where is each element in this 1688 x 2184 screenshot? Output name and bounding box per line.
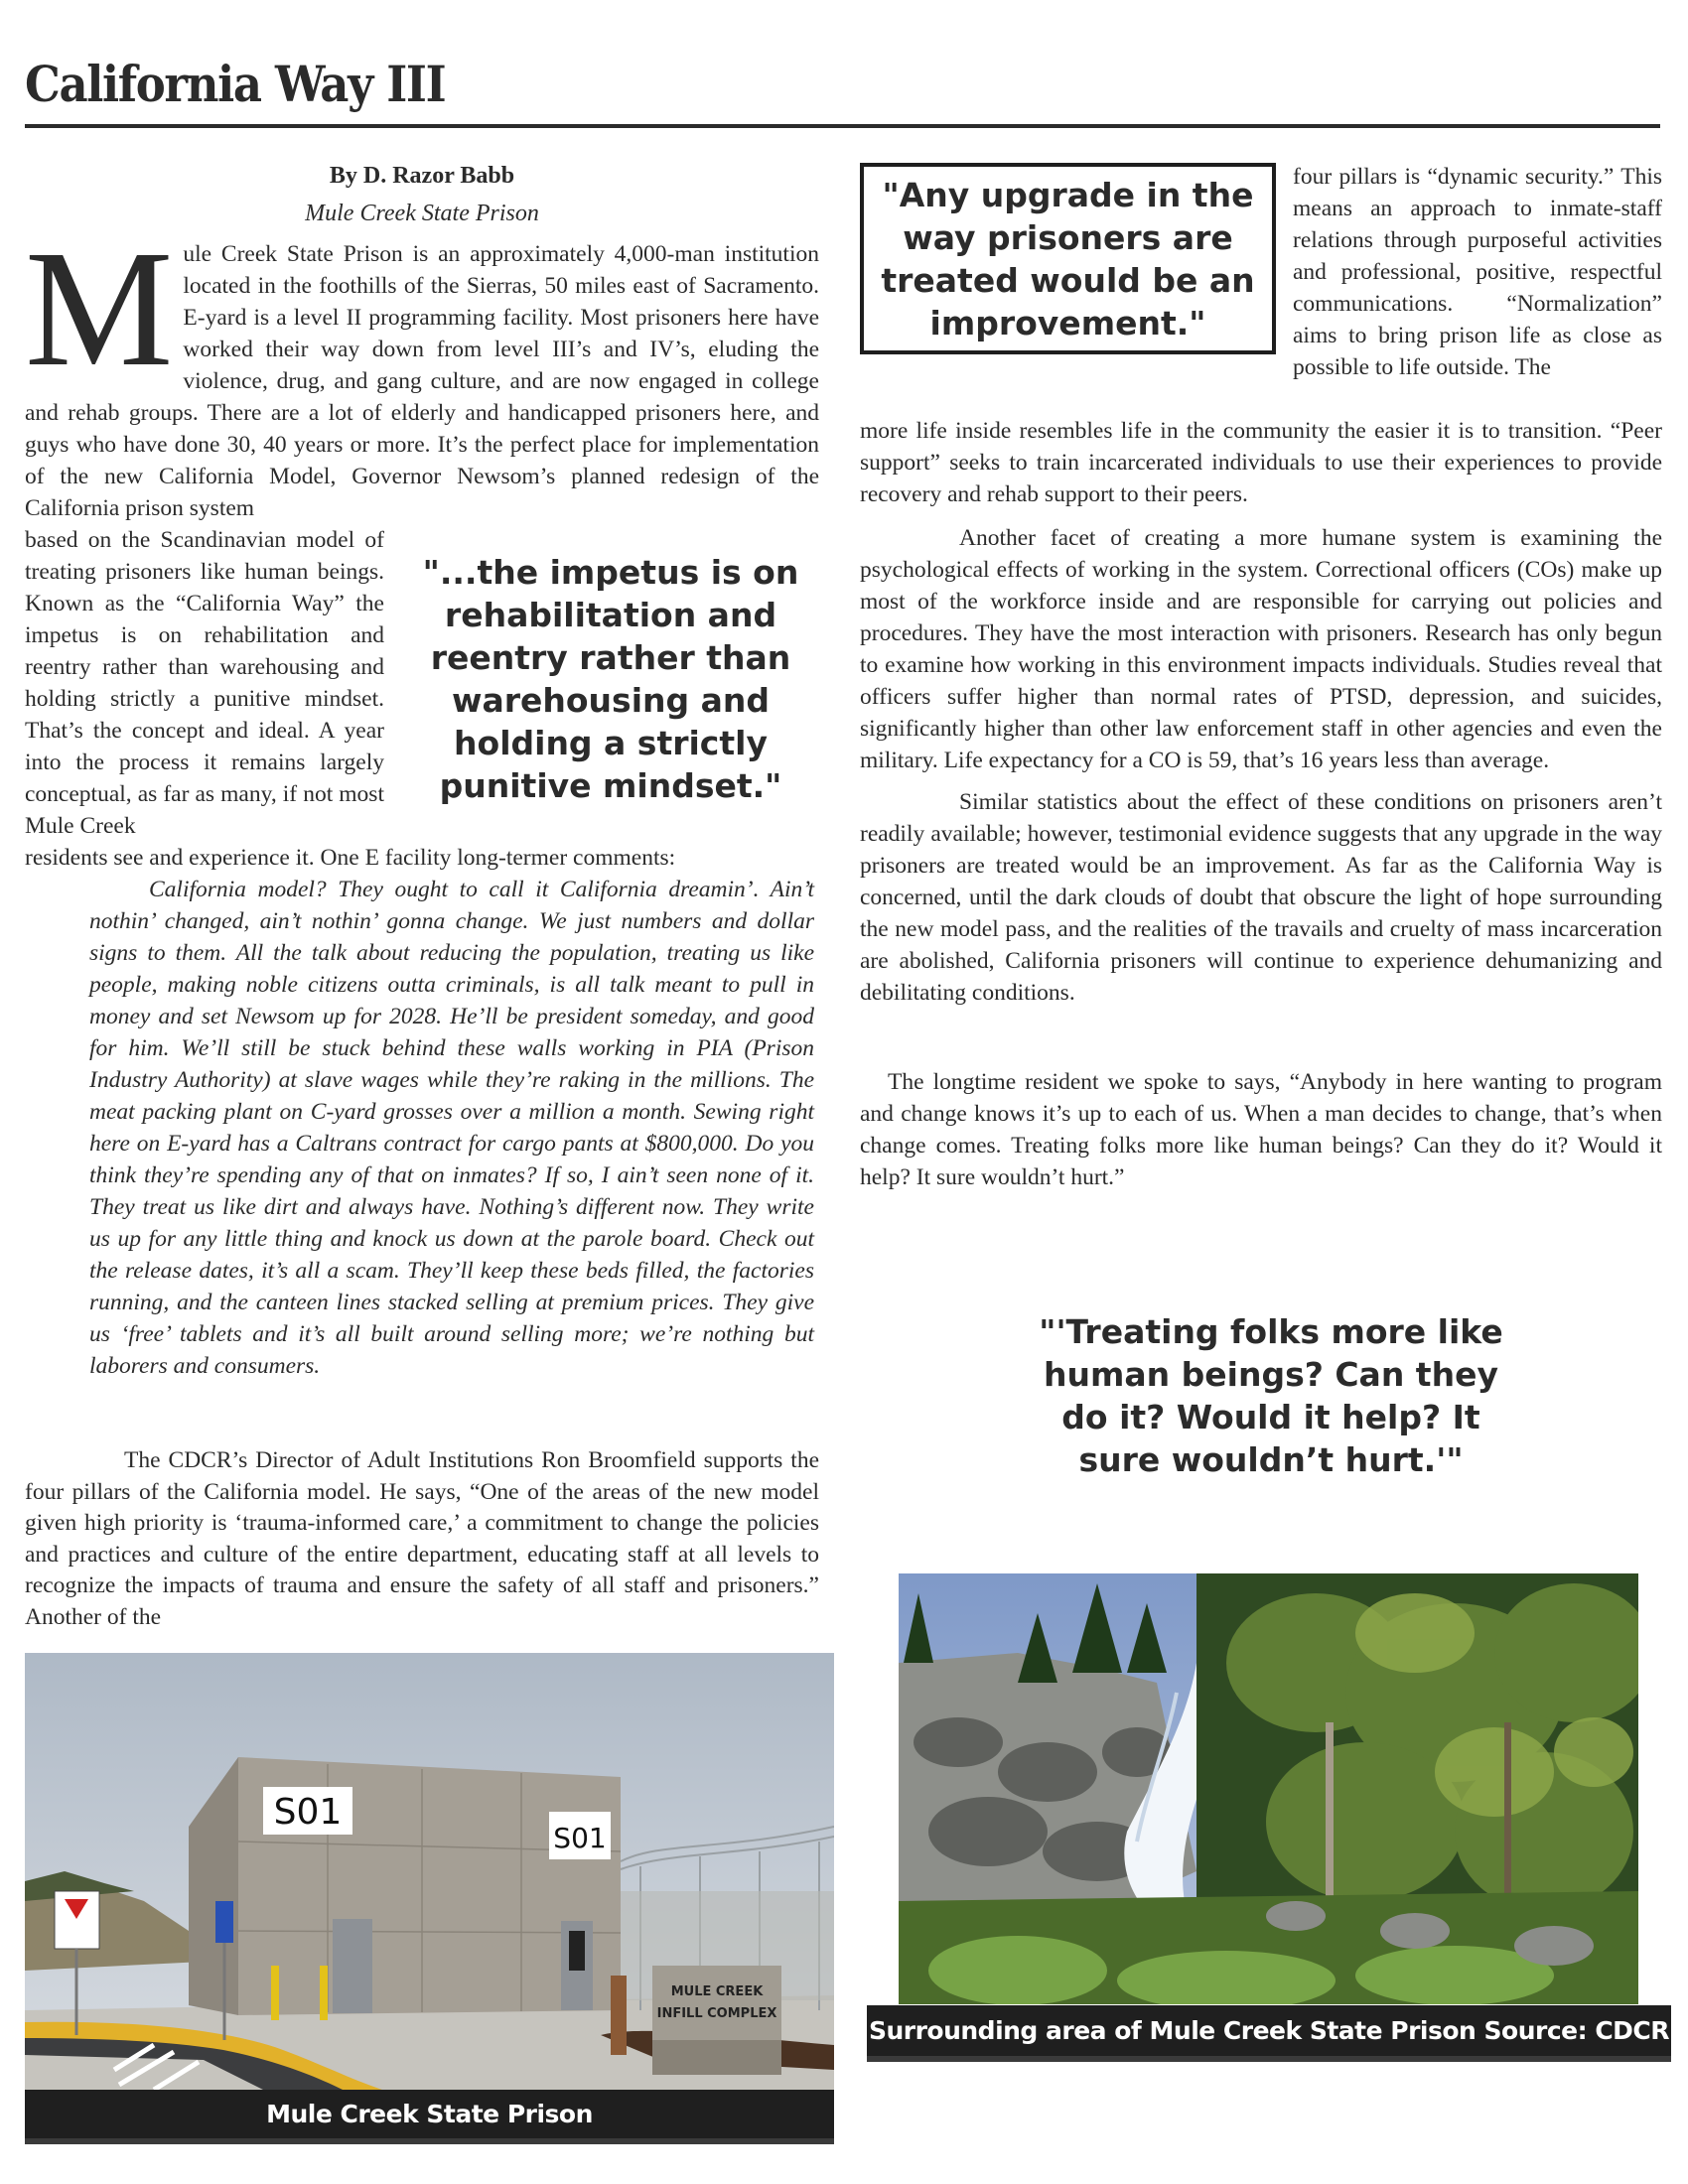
pull-quote-impetus: "...the impetus is on rehabilitation and reentry rather than warehousing and holding a strictly punitive mindset.": [422, 553, 799, 805]
officers-paragraph: Another facet of creating a more humane system is examining the psychological effects of working in the system. Correctional officers (COs) make up most of the workforce inside and are responsible for carrying out policies and procedures. They have the most interaction with prisoners. Research has only begun to examine how working in this environment impacts individuals. Studies reveal that officers suffer higher than normal rates of PTSD, depression, and suicides, significantly higher than other law enforcement staff in other agencies and even the military. Life expectancy for a CO is 59, that’s 16 years less than average.: [860, 525, 1662, 773]
wooden-post: [611, 1976, 627, 2055]
monument-base: [652, 2040, 781, 2075]
accessibility-sign-icon: [215, 1901, 233, 1943]
closing-paragraph-text: The longtime resident we spoke to says, “Anybody in here wanting to program and change knows it’s up to each of us. When a man decides to change, that’s when change comes. Treating folks more like human beings? Can they do it? Would it help? It sure wouldn’t hurt.”: [860, 1069, 1662, 1190]
right-top-paragraph: four pillars is “dynamic security.” This means an approach to inmate-staff relations through purposeful activities and professional, positive, respectful communications. “Normalization” aims to bring prison life as close as possible to life outside. The: [1293, 164, 1662, 380]
pull-quote-upgrade: "Any upgrade in the way prisoners are treated would be an improvement.": [881, 175, 1255, 342]
bollard: [271, 1966, 279, 2020]
title-rule: [25, 124, 1660, 128]
waterfall-photo: [899, 1573, 1638, 2004]
monument-line-2: INFILL COMPLEX: [656, 2006, 777, 2021]
testimony-quote: [89, 874, 814, 1382]
narrow-paragraph: based on the Scandinavian model of treating prisoners like human beings. Known as the “California Way” the impetus is on rehabilitation and reentry rather than warehousing and holding strictly a punitive mindset. That’s the concept and ideal. A year into the process it remains largely conceptual, as far as many, if not most Mule Creek: [25, 527, 384, 839]
prison-photo-illustration: [25, 1653, 834, 2090]
byline: By D. Razor Babb: [329, 163, 515, 189]
author-affiliation: Mule Creek State Prison: [305, 201, 539, 226]
statistics-paragraph: Similar statistics about the effect of these conditions on prisoners aren’t readily available; however, testimonial evidence suggests that any upgrade in the way prisoners are treated would be an improvement. As far as the California Way is concerned, until the dark clouds of doubt that obscure the light of hope surrounding the new model pass, and the realities of the travails and cruelty of mass incarceration are abolished, California prisoners will continue to experience dehumanizing and debilitating conditions.: [860, 789, 1662, 1006]
waterfall-photo-illustration: [899, 1573, 1638, 2004]
monument-line-1: MULE CREEK: [670, 1984, 764, 1999]
pull-quote-upgrade-box: [860, 163, 1276, 354]
testimony-quote-text: California model? They ought to call it California dreamin’. Ain’t nothin’ changed, ain’t nothin’ gonna change. We just numbers and dollar signs to them. All the talk about reducing the population, treating us like people, making noble citizens outta criminals, is all talk meant to pull in money and set Newsom up for 2028. He’ll be president someday, and good for him. We’ll still be stuck behind these walls working in PIA (Prison Industry Authority) at slave wages while they’re raking in the millions. The meat packing plant on C-yard grosses over a million a month. Sewing right here on E-yard has a Caltrans contract for cargo pants at $800,000. Do you think they’re spending any of that on inmates? If so, I ain’t seen none of it. They treat us like dirt and always have. Nothing’s different now. They write us up for any little thing and knock us down at the parole board. Check out the release dates, it’s all a scam. They’ll keep these beds filled, the factories running, and the canteen lines stacked selling at premium prices. They give us ‘free’ tablets and it’s all built around selling more; we’re nothing but laborers and consumers.: [89, 877, 814, 1379]
article-title: California Way III: [25, 55, 446, 113]
building-door-1: [333, 1919, 372, 2013]
building-sign-2: S01: [553, 1822, 607, 1854]
lead-paragraph: [25, 216, 819, 524]
cdcr-paragraph: [25, 1445, 819, 1633]
cdcr-paragraph-text: The CDCR’s Director of Adult Institutions Ron Broomfield supports the four pillars of the California model. He says, “One of the areas of the new model given high priority is ‘trauma-informed care,’ a commitment to change the policies and practices and culture of the entire department, educating staff at all levels to recognize the impacts of trauma and ensure the safety of all staff and prisoners.” Another of the: [25, 1447, 819, 1630]
prison-photo: [25, 1653, 834, 2090]
drop-cap: M: [25, 216, 174, 401]
right-continuation: more life inside resembles life in the community the easier it is to transition. “Peer support” seeks to train incarcerated individuals to use their experiences to provide recovery and rehab support to their peers.: [860, 418, 1662, 507]
closing-paragraph: [860, 1066, 1662, 1193]
prison-photo-caption: Mule Creek State Prison: [25, 2090, 834, 2144]
waterfall-photo-caption: Surrounding area of Mule Creek State Prison Source: CDCR: [867, 2005, 1671, 2062]
pull-quote-treating-folks: "'Treating folks more like human beings? Can they do it? Would it help? It sure wouldn’t hurt.'": [1039, 1312, 1503, 1479]
bollard: [320, 1966, 328, 2020]
door-window: [569, 1931, 585, 1971]
right-main-text: [860, 415, 1662, 1009]
lead-paragraph-text: ule Creek State Prison is an approximately 4,000-man institution located in the foothills of the Sierras, 50 miles east of Sacramento. E-yard is a level II programming facility. Most prisoners here have worked their way down from level III’s and IV’s, eluding the violence, drug, and gang culture, and are now engaged in college and rehab groups. There are a lot of elderly and handicapped prisoners here, and guys who have done 30, 40 years or more. It’s the perfect place for implementation of the new California Model, Governor Newsom’s planned redesign of the California prison system: [25, 241, 819, 521]
narrow-continuation: residents see and experience it. One E facility long-termer comments:: [25, 845, 676, 871]
building-sign-1: S01: [273, 1792, 343, 1833]
